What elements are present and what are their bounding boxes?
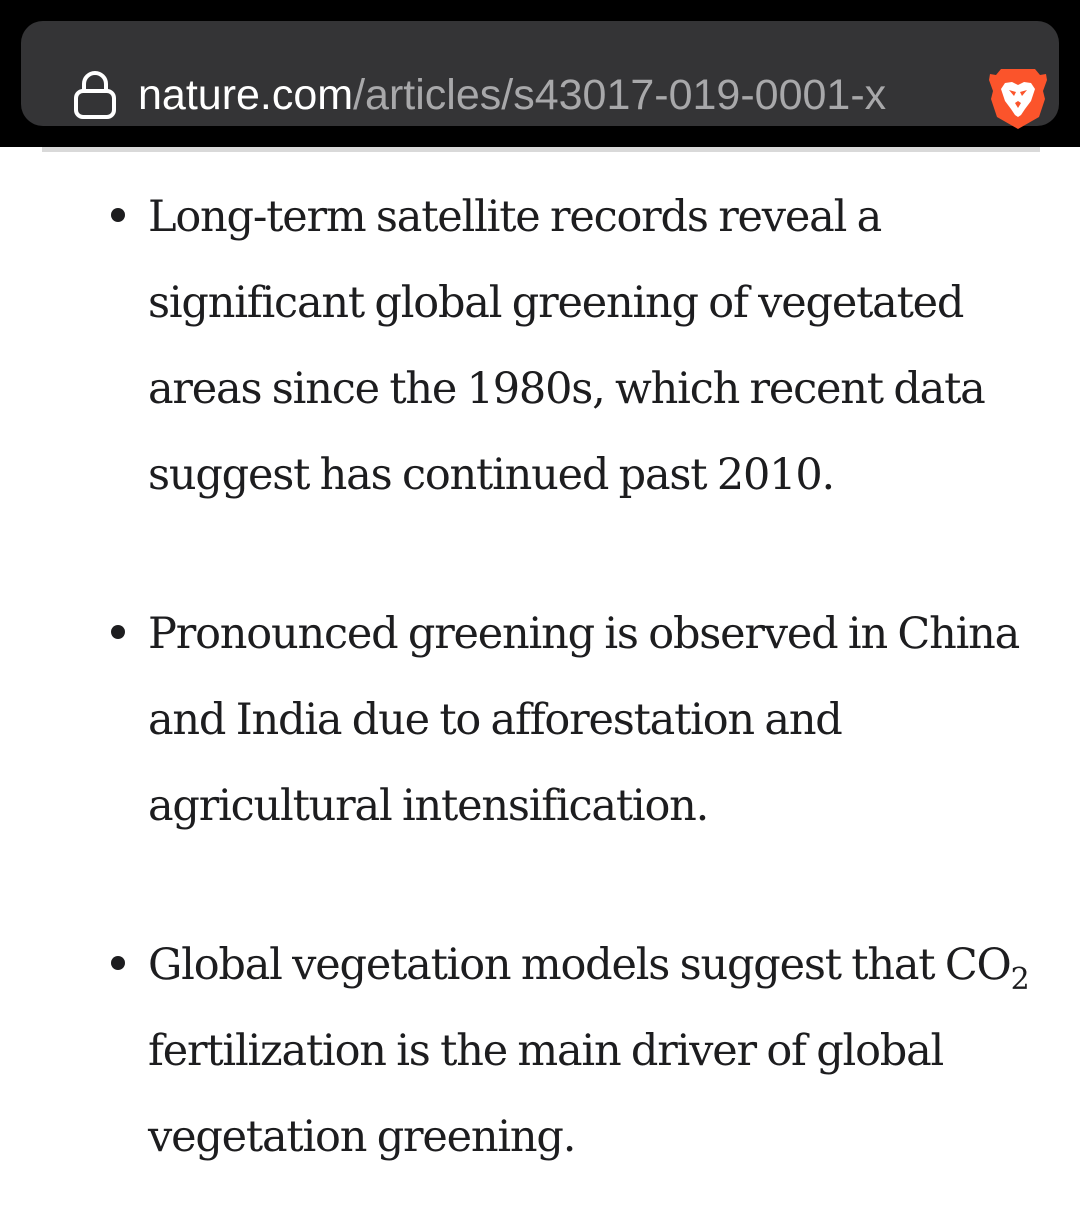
bullet-dot [111,208,125,222]
list-item [148,591,1048,849]
bullet-lead-text: Global vegetation models suggest that [148,940,935,990]
bullet-text: Long-term satellite records reveal a significant global greening of vegetated areas since the 1980s, which recent data suggest has continued past 2010. [148,192,985,500]
browser-top-bar [0,0,1080,147]
url-path: /articles/s43017-019-0001-x [353,71,887,119]
co2-subscript: 2 [1010,962,1029,997]
url-host: nature.com [138,71,354,119]
divider [42,147,1040,152]
address-bar[interactable] [21,21,1059,126]
brave-shield-icon[interactable] [987,65,1049,131]
co2-prefix: CO [944,940,1011,990]
url-text[interactable] [138,65,886,125]
bullet-dot [111,625,125,639]
bullet-text: Pronounced greening is observed in China and India due to afforestation and agricultural intensification. [148,609,1020,831]
bullet-text: fertilization is the main driver of global vegetation greening. [148,1026,944,1162]
list-item [148,922,1048,1180]
lock-icon[interactable] [73,71,117,119]
bullet-dot [111,956,125,970]
list-item [148,174,1048,518]
